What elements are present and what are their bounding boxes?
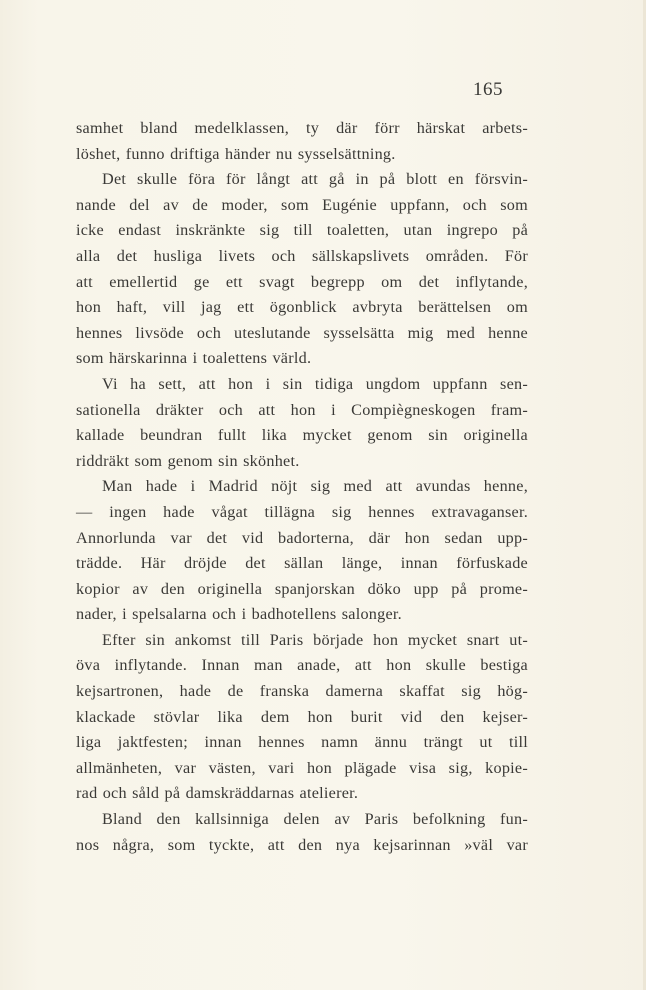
- text-line: sationella dräkter och att hon i Compiègneskogen fram-: [76, 400, 528, 419]
- text-line: kopior av den originella spanjorskan döko upp på prome-: [76, 579, 528, 598]
- text-line: icke endast inskränkte sig till toaletten, utan ingrepo på: [76, 221, 528, 240]
- text-line: Bland den kallsinniga delen av Paris befolkning fun-: [102, 810, 528, 829]
- text-line: rad och såld på damskräddarnas atelierer.: [76, 784, 359, 803]
- text-line: allmänheten, var västen, vari hon plägade visa sig, kopie-: [76, 758, 528, 777]
- text-line: alla det husliga livets och sällskapslivets områden. För: [76, 246, 528, 265]
- text-line: nande del av de moder, som Eugénie uppfann, och som: [76, 195, 528, 214]
- text-line: trädde. Här dröjde det sällan länge, innan förfuskade: [76, 554, 528, 573]
- text-line: hon haft, vill jag ett ögonblick avbryta berättelsen om: [76, 298, 528, 317]
- page-number: 165: [473, 79, 503, 100]
- text-line: Annorlunda var det vid badorterna, där hon sedan upp-: [76, 528, 528, 547]
- text-line: samhet bland medelklassen, ty där förr härskat arbets-: [76, 119, 528, 137]
- text-line: Man hade i Madrid nöjt sig med att avundas henne,: [102, 477, 528, 496]
- text-line: Efter sin ankomst till Paris började hon mycket snart ut-: [102, 630, 528, 649]
- text-line: liga jaktfesten; innan hennes namn ännu trängt ut till: [76, 733, 528, 752]
- text-line: riddräkt som genom sin skönhet.: [76, 451, 300, 470]
- text-line: kallade beundran fullt lika mycket genom sin originella: [76, 426, 528, 445]
- text-line: öva inflytande. Innan man anade, att hon skulle bestiga: [76, 656, 528, 675]
- text-line: att emellertid ge ett svagt begrepp om det inflytande,: [76, 272, 528, 291]
- text-line: klackade stövlar lika dem hon burit vid den kejser-: [76, 707, 528, 726]
- text-line: hennes livsöde och uteslutande sysselsätta mig med henne: [76, 323, 528, 342]
- text-line: Vi ha sett, att hon i sin tidiga ungdom uppfann sen-: [102, 374, 528, 393]
- text-line: nader, i spelsalarna och i badhotellens salonger.: [76, 605, 402, 624]
- body-text: [76, 116, 528, 858]
- text-line: löshet, funno driftiga händer nu sysselsättning.: [76, 144, 396, 163]
- text-line: Det skulle föra för långt att gå in på blott en försvin-: [102, 170, 528, 189]
- text-line: som härskarinna i toalettens värld.: [76, 349, 312, 368]
- text-line: nos några, som tyckte, att den nya kejsarinnan »väl var: [76, 835, 528, 854]
- text-line: kejsartronen, hade de franska damerna skaffat sig hög-: [76, 682, 528, 701]
- text-line: — ingen hade vågat tillägna sig hennes extravaganser.: [76, 502, 528, 521]
